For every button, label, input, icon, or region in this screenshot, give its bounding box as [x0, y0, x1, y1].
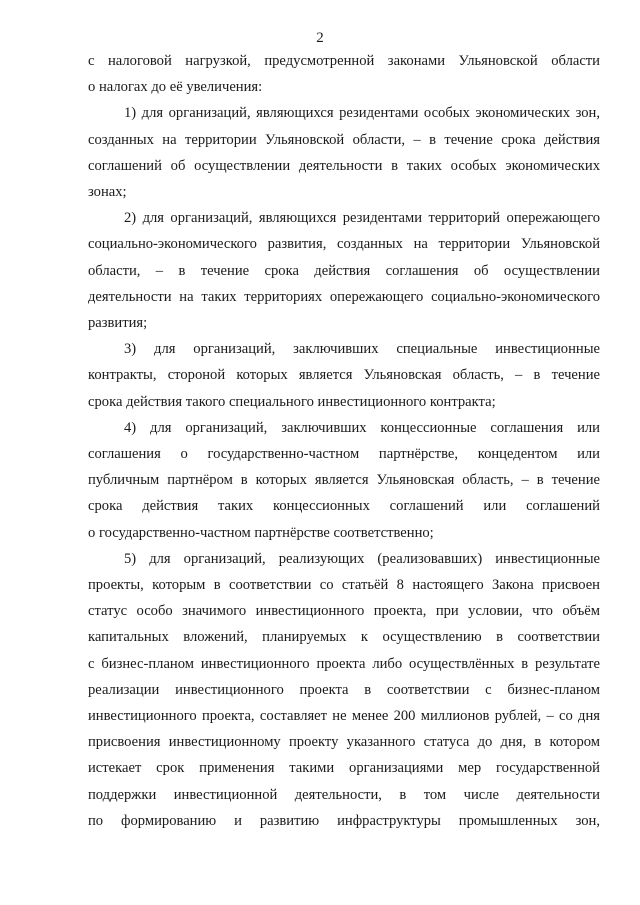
text-line: соглашения о государственно-частном партнёрстве, концедентом или	[88, 446, 600, 463]
text-line: реализации инвестиционного проекта в соответствии с бизнес-планом	[88, 681, 600, 698]
text-line: 5) для организаций, реализующих (реализовавших) инвестиционные	[124, 550, 600, 567]
text-line: капитальных вложений, планируемых к осуществлению в соответствии	[88, 629, 600, 646]
text-line: зонах;	[88, 184, 127, 201]
text-line: деятельности на таких территориях опережающего социально-экономического	[88, 288, 600, 305]
text-line: о налогах до её увеличения:	[88, 79, 263, 96]
text-line: 1) для организаций, являющихся резидентами особых экономических зон,	[124, 105, 600, 122]
text-line: истекает срок применения такими организациями мер государственной	[88, 760, 600, 777]
text-line: контракты, стороной которых является Ульяновская область, – в течение	[88, 367, 600, 384]
page-number: 2	[316, 30, 324, 46]
text-line: проекты, которым в соответствии со статьёй 8 настоящего Закона присвоен	[88, 577, 600, 594]
text-line: 3) для организаций, заключивших специальные инвестиционные	[124, 341, 600, 358]
text-line: присвоения инвестиционному проекту указанного статуса до дня, в котором	[88, 734, 600, 751]
text-line: о государственно-частном партнёрстве соответственно;	[88, 524, 434, 541]
document-body	[88, 48, 600, 834]
text-line: соглашений об осуществлении деятельности в таких особых экономических	[88, 157, 600, 174]
text-line: 4) для организаций, заключивших концессионные соглашения или	[124, 419, 600, 436]
text-line: 2) для организаций, являющихся резидентами территорий опережающего	[124, 210, 600, 227]
text-line: публичным партнёром в которых является Ульяновская область, – в течение	[88, 472, 600, 489]
text-line: с бизнес-планом инвестиционного проекта либо осуществлённых в результате	[88, 655, 600, 672]
text-line: с налоговой нагрузкой, предусмотренной законами Ульяновской области	[88, 53, 600, 69]
text-line: срока действия таких концессионных соглашений или соглашений	[88, 498, 600, 515]
text-line: поддержки инвестиционной деятельности, в том числе деятельности	[88, 786, 600, 803]
text-line: инвестиционного проекта, составляет не менее 200 миллионов рублей, – со дня	[88, 708, 600, 725]
text-line: социально-экономического развития, созданных на территории Ульяновской	[88, 236, 600, 253]
text-line: статус особо значимого инвестиционного проекта, при условии, что объём	[88, 603, 600, 620]
text-line: созданных на территории Ульяновской области, – в течение срока действия	[88, 131, 600, 148]
text-line: по формированию и развитию инфраструктуры промышленных зон,	[88, 812, 600, 829]
text-line: срока действия такого специального инвестиционного контракта;	[88, 393, 496, 410]
text-line: области, – в течение срока действия соглашения об осуществлении	[88, 262, 600, 279]
text-line: развития;	[88, 315, 148, 332]
